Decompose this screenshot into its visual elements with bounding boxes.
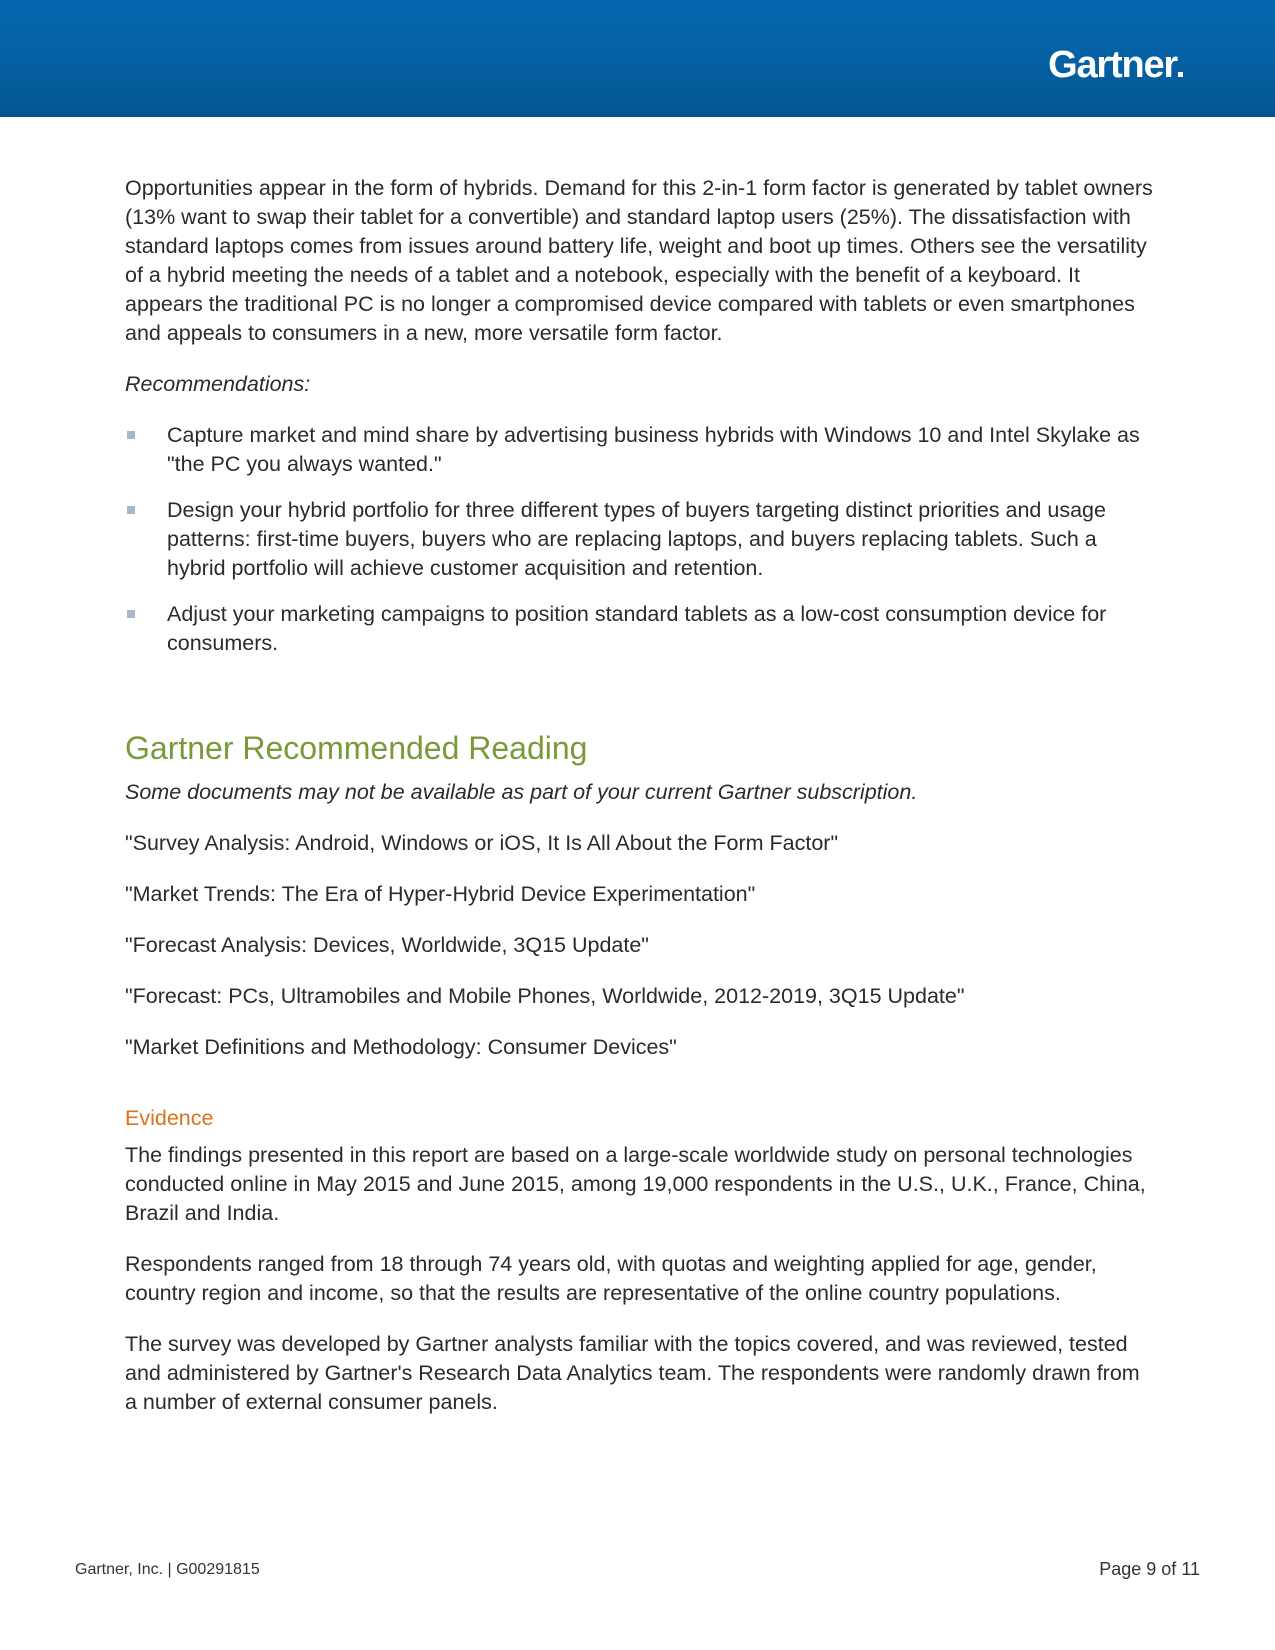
recommendation-text: Design your hybrid portfolio for three different types of buyers targeting distinct priorities and usage patterns: first-time buyers, buyers who are replacing laptops, and buyers replacing tablets. Such a hybrid portfolio will achieve customer acquisition and retention. [167, 498, 1106, 580]
page-content [125, 174, 1155, 1439]
evidence-paragraph: The findings presented in this report are based on a large-scale worldwide study on personal technologies conducted online in May 2015 and June 2015, among 19,000 respondents in the U.S., U.K., France, China, Brazil and India. [125, 1143, 1146, 1225]
list-item [125, 600, 1155, 658]
bullet-square-icon [127, 610, 135, 618]
list-item [125, 421, 1155, 479]
recommendations-label: Recommendations: [125, 372, 311, 396]
evidence-heading: Evidence [125, 1106, 214, 1130]
gartner-logo [1048, 46, 1183, 84]
bullet-square-icon [127, 506, 135, 514]
footer-page-number: Page 9 of 11 [1099, 1559, 1200, 1579]
recommendations-list [125, 421, 1155, 658]
evidence-paragraph: The survey was developed by Gartner analysts familiar with the topics covered, and was reviewed, tested and administered by Gartner's Research Data Analytics team. The respondents were randomly drawn from a number of external consumer panels. [125, 1332, 1140, 1414]
reading-item: "Market Definitions and Methodology: Consumer Devices" [125, 1035, 677, 1059]
footer-doc-id: Gartner, Inc. | G00291815 [75, 1561, 260, 1578]
reading-item: "Forecast: PCs, Ultramobiles and Mobile Phones, Worldwide, 2012-2019, 3Q15 Update" [125, 984, 965, 1008]
reading-item: "Survey Analysis: Android, Windows or iOS, It Is All About the Form Factor" [125, 831, 839, 855]
logo-dot [1178, 72, 1183, 77]
recommendation-text: Adjust your marketing campaigns to position standard tablets as a low-cost consumption device for consumers. [167, 602, 1107, 655]
recommended-reading-heading: Gartner Recommended Reading [125, 730, 588, 766]
bullet-square-icon [127, 431, 135, 439]
header-bar [0, 0, 1275, 117]
recommendation-text: Capture market and mind share by advertising business hybrids with Windows 10 and Intel Skylake as "the PC you always wanted." [167, 423, 1140, 476]
list-item [125, 496, 1155, 583]
reading-item: "Forecast Analysis: Devices, Worldwide, 3Q15 Update" [125, 933, 649, 957]
logo-text: Gartner [1048, 44, 1177, 86]
intro-paragraph: Opportunities appear in the form of hybrids. Demand for this 2-in-1 form factor is generated by tablet owners (13% want to swap their tablet for a convertible) and standard laptop users (25%). The dissatisfaction with standard laptops comes from issues around battery life, weight and boot up times. Others see the versatility of a hybrid meeting the needs of a tablet and a notebook, especially with the benefit of a keyboard. It appears the traditional PC is no longer a compromised device compared with tablets or even smartphones and appeals to consumers in a new, more versatile form factor. [125, 176, 1153, 345]
subscription-note: Some documents may not be available as part of your current Gartner subscription. [125, 780, 918, 804]
evidence-paragraph: Respondents ranged from 18 through 74 years old, with quotas and weighting applied for age, gender, country region and income, so that the results are representative of the online country populations. [125, 1252, 1097, 1305]
reading-item: "Market Trends: The Era of Hyper-Hybrid Device Experimentation" [125, 882, 756, 906]
